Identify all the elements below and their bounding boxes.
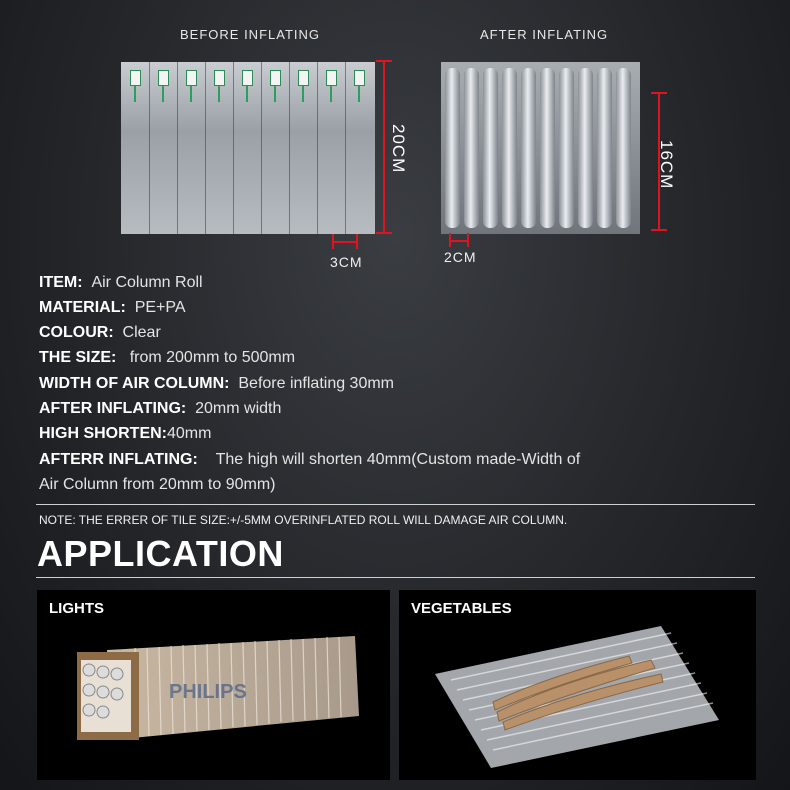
spec-label: WIDTH OF AIR COLUMN: <box>39 375 230 392</box>
spec-label: AFTERR INFLATING: <box>39 451 198 468</box>
spec-after-inflating <box>39 400 281 418</box>
application-heading: APPLICATION <box>37 533 284 574</box>
spec-label: ITEM: <box>39 274 83 291</box>
lights-title: LIGHTS <box>49 600 104 617</box>
spec-label: AFTER INFLATING: <box>39 400 187 417</box>
spec-value: 20mm width <box>195 400 282 417</box>
spec-value: The high will shorten 40mm(Custom made-Width of <box>215 451 581 468</box>
spec-value: Clear <box>122 324 161 341</box>
note-text: NOTE: THE ERRER OF TILE SIZE:+/-5MM OVERINFLATED ROLL WILL DAMAGE AIR COLUMN. <box>39 513 568 527</box>
before-inflating-bag <box>121 62 375 234</box>
spec-size <box>39 349 295 367</box>
after-height-label: 16CM <box>657 140 676 190</box>
before-inflating-caption: BEFORE INFLATING <box>180 27 320 42</box>
vegetables-title: VEGETABLES <box>411 600 512 617</box>
spec-afterr-inflating <box>39 451 580 469</box>
vegetables-panel <box>399 590 756 780</box>
spec-material <box>39 299 186 317</box>
spec-column-width <box>39 375 394 393</box>
spec-colour <box>39 324 161 342</box>
before-width-label: 3CM <box>330 254 363 270</box>
vegetables-package-image <box>399 590 756 780</box>
spec-afterr-inflating-continuation: Air Column from 20mm to 90mm) <box>39 476 276 493</box>
spec-value: Air Column Roll <box>91 274 203 291</box>
spec-label: COLOUR: <box>39 324 114 341</box>
before-height-label: 20CM <box>389 124 408 174</box>
spec-value: 40mm <box>167 425 212 442</box>
spec-value: Before inflating 30mm <box>238 375 395 392</box>
spec-value: PE+PA <box>134 299 186 316</box>
after-inflating-bag <box>441 62 640 234</box>
spec-value: from 200mm to 500mm <box>129 349 296 366</box>
spec-item <box>39 274 203 292</box>
after-inflating-caption: AFTER INFLATING <box>480 27 609 42</box>
spec-label: THE SIZE: <box>39 349 117 366</box>
lights-panel <box>37 590 390 780</box>
application-divider <box>36 577 755 578</box>
note-divider <box>36 504 755 505</box>
spec-label: HIGH SHORTEN: <box>39 425 167 442</box>
after-width-label: 2CM <box>444 249 477 265</box>
lights-package-image <box>37 590 390 780</box>
lights-brand-text: PHILIPS <box>169 681 247 703</box>
spec-high-shorten <box>39 425 211 443</box>
spec-label: MATERIAL: <box>39 299 126 316</box>
